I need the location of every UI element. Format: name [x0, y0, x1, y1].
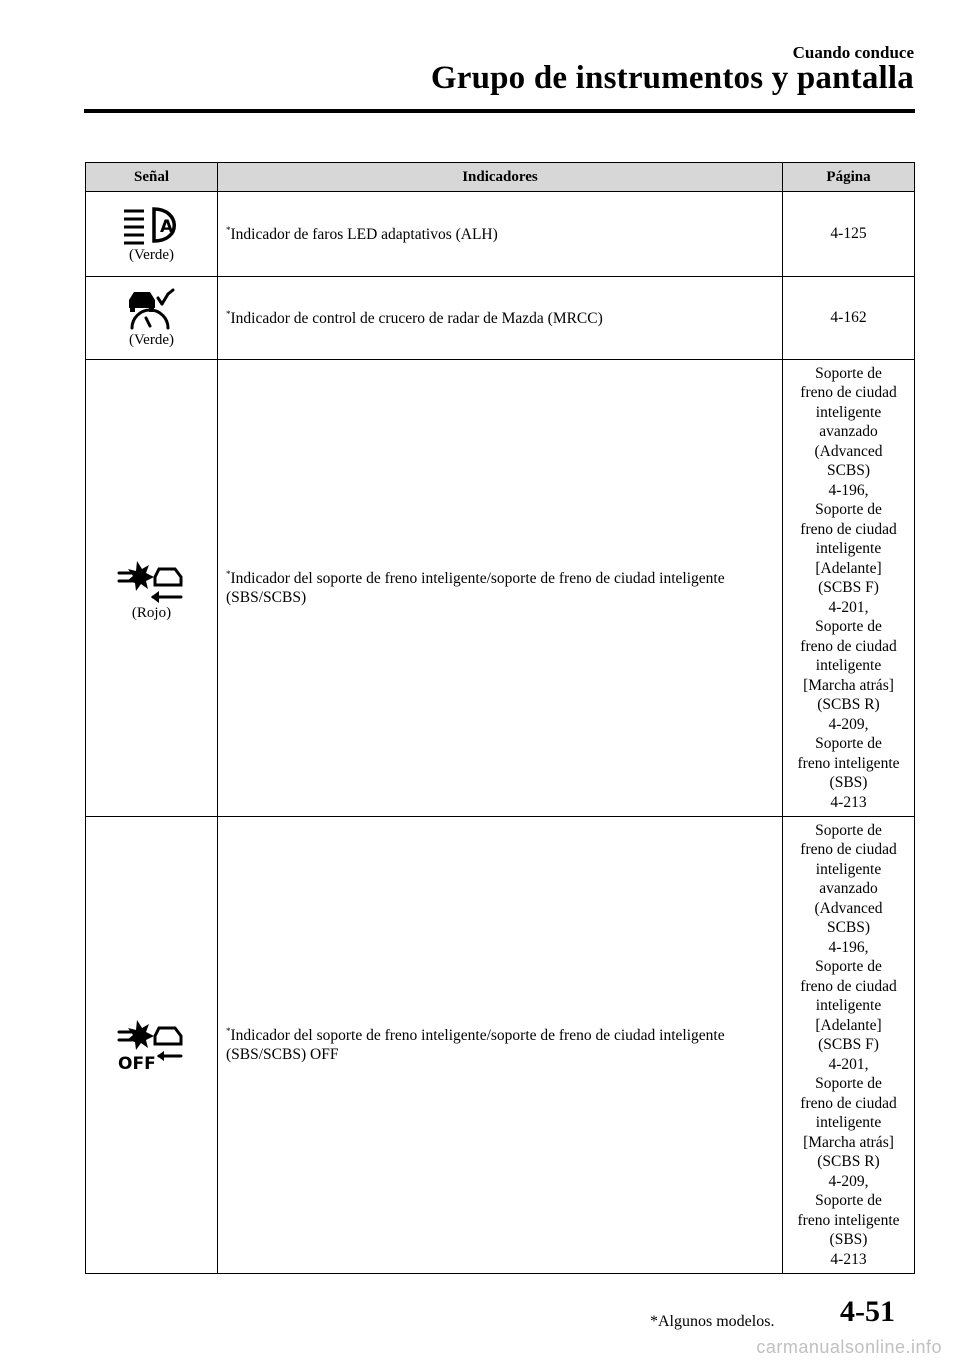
page-line: Soporte de: [815, 821, 882, 839]
page-line: Soporte de: [815, 958, 882, 976]
page-line: inteligente: [815, 997, 882, 1015]
page-line: Soporte de: [815, 364, 882, 382]
page-line: freno de ciudad: [800, 384, 897, 402]
signal-cell: [86, 277, 218, 360]
page-line: [Adelante]: [815, 559, 882, 577]
footnote: *Algunos modelos.: [650, 1313, 775, 1330]
page-reference: 4-125: [783, 192, 915, 277]
page-reference: [783, 360, 915, 817]
icon-letter-a: A: [159, 216, 173, 237]
page-line: freno inteligente: [797, 1211, 900, 1229]
page-line: inteligente: [815, 657, 882, 675]
page-line: Soporte de: [815, 618, 882, 636]
page-line: freno de ciudad: [800, 977, 897, 995]
icon-off-text: OFF: [117, 1054, 156, 1070]
radar-cruise-control-icon: [122, 288, 182, 330]
indicator-table: [85, 162, 915, 1274]
description-text: Indicador del soporte de freno inteligente/soporte de freno de ciudad inteligente (SBS/SCBS): [226, 570, 725, 606]
section-title: Cuando conduce: [792, 43, 914, 62]
page-line: inteligente: [815, 1114, 882, 1132]
page-line: freno de ciudad: [800, 637, 897, 655]
page-line: Soporte de: [815, 1192, 882, 1210]
color-label: (Verde): [129, 246, 174, 263]
table-row: [86, 277, 915, 360]
model-marker: *: [226, 224, 231, 235]
table-row: [86, 192, 915, 277]
color-label: (Rojo): [131, 604, 172, 621]
adaptive-led-headlight-icon: [120, 205, 184, 245]
page-line: [Marcha atrás]: [803, 676, 894, 694]
model-marker: *: [226, 1026, 231, 1036]
model-marker: *: [226, 308, 231, 319]
indicator-description: [218, 817, 783, 1274]
page-line: [Marcha atrás]: [803, 1133, 894, 1151]
page-line: 4-201,: [828, 1055, 869, 1073]
page-line: inteligente: [815, 540, 882, 558]
signal-cell: [86, 817, 218, 1274]
page-line: (SCBS F): [818, 1036, 879, 1054]
page-line: 4-196,: [828, 938, 869, 956]
page-line: Soporte de: [815, 735, 882, 753]
indicator-description: [218, 360, 783, 817]
description-text: Indicador del soporte de freno inteligente/soporte de freno de ciudad inteligente (SBS/SCBS) OFF: [226, 1027, 725, 1063]
model-marker: *: [226, 569, 231, 579]
page-line: avanzado: [819, 423, 878, 441]
page-line: (SCBS R): [817, 1153, 880, 1171]
page-line: 4-213: [830, 1250, 867, 1268]
page-title: Grupo de instrumentos y pantalla: [430, 60, 914, 96]
page-line: 4-196,: [828, 481, 869, 499]
page-line: (SBS): [829, 774, 868, 792]
page-line: 4-213: [830, 793, 867, 811]
table-row: [86, 360, 915, 817]
smart-brake-support-off-icon: [117, 1018, 187, 1070]
smart-brake-support-icon: [117, 555, 187, 603]
description-text: Indicador de control de crucero de radar de Mazda (MRCC): [230, 309, 603, 327]
indicator-description: [218, 277, 783, 360]
page-line: Soporte de: [815, 501, 882, 519]
page-line: 4-201,: [828, 598, 869, 616]
table-row: [86, 817, 915, 1274]
column-header-signal: Señal: [86, 163, 218, 192]
color-label: (Verde): [129, 331, 174, 348]
page-reference: 4-162: [783, 277, 915, 360]
page-number: 4-51: [840, 1295, 895, 1328]
header-rule: [84, 109, 915, 113]
page-line: Soporte de: [815, 1075, 882, 1093]
page-reference: [783, 817, 915, 1274]
page-line: avanzado: [819, 880, 878, 898]
page-line: freno de ciudad: [800, 520, 897, 538]
column-header-page: Página: [783, 163, 915, 192]
page-line: 4-209,: [828, 715, 869, 733]
page-line: 4-209,: [828, 1172, 869, 1190]
page-line: (Advanced: [814, 442, 883, 460]
table-header-row: [86, 163, 915, 192]
description-text: Indicador de faros LED adaptativos (ALH): [230, 225, 498, 243]
watermark: carmanualsonline.info: [756, 1337, 942, 1357]
signal-cell: [86, 192, 218, 277]
column-header-indicators: Indicadores: [218, 163, 783, 192]
page-line: inteligente: [815, 860, 882, 878]
page-line: (Advanced: [814, 899, 883, 917]
page-line: freno de ciudad: [800, 841, 897, 859]
page-line: SCBS): [826, 462, 871, 480]
page-line: [Adelante]: [815, 1016, 882, 1034]
page-line: SCBS): [826, 919, 871, 937]
page-line: freno inteligente: [797, 754, 900, 772]
page-line: (SCBS F): [818, 579, 879, 597]
signal-cell: [86, 360, 218, 817]
page-line: (SCBS R): [817, 696, 880, 714]
page-line: (SBS): [829, 1231, 868, 1249]
page-line: inteligente: [815, 403, 882, 421]
indicator-description: [218, 192, 783, 277]
page-line: freno de ciudad: [800, 1094, 897, 1112]
